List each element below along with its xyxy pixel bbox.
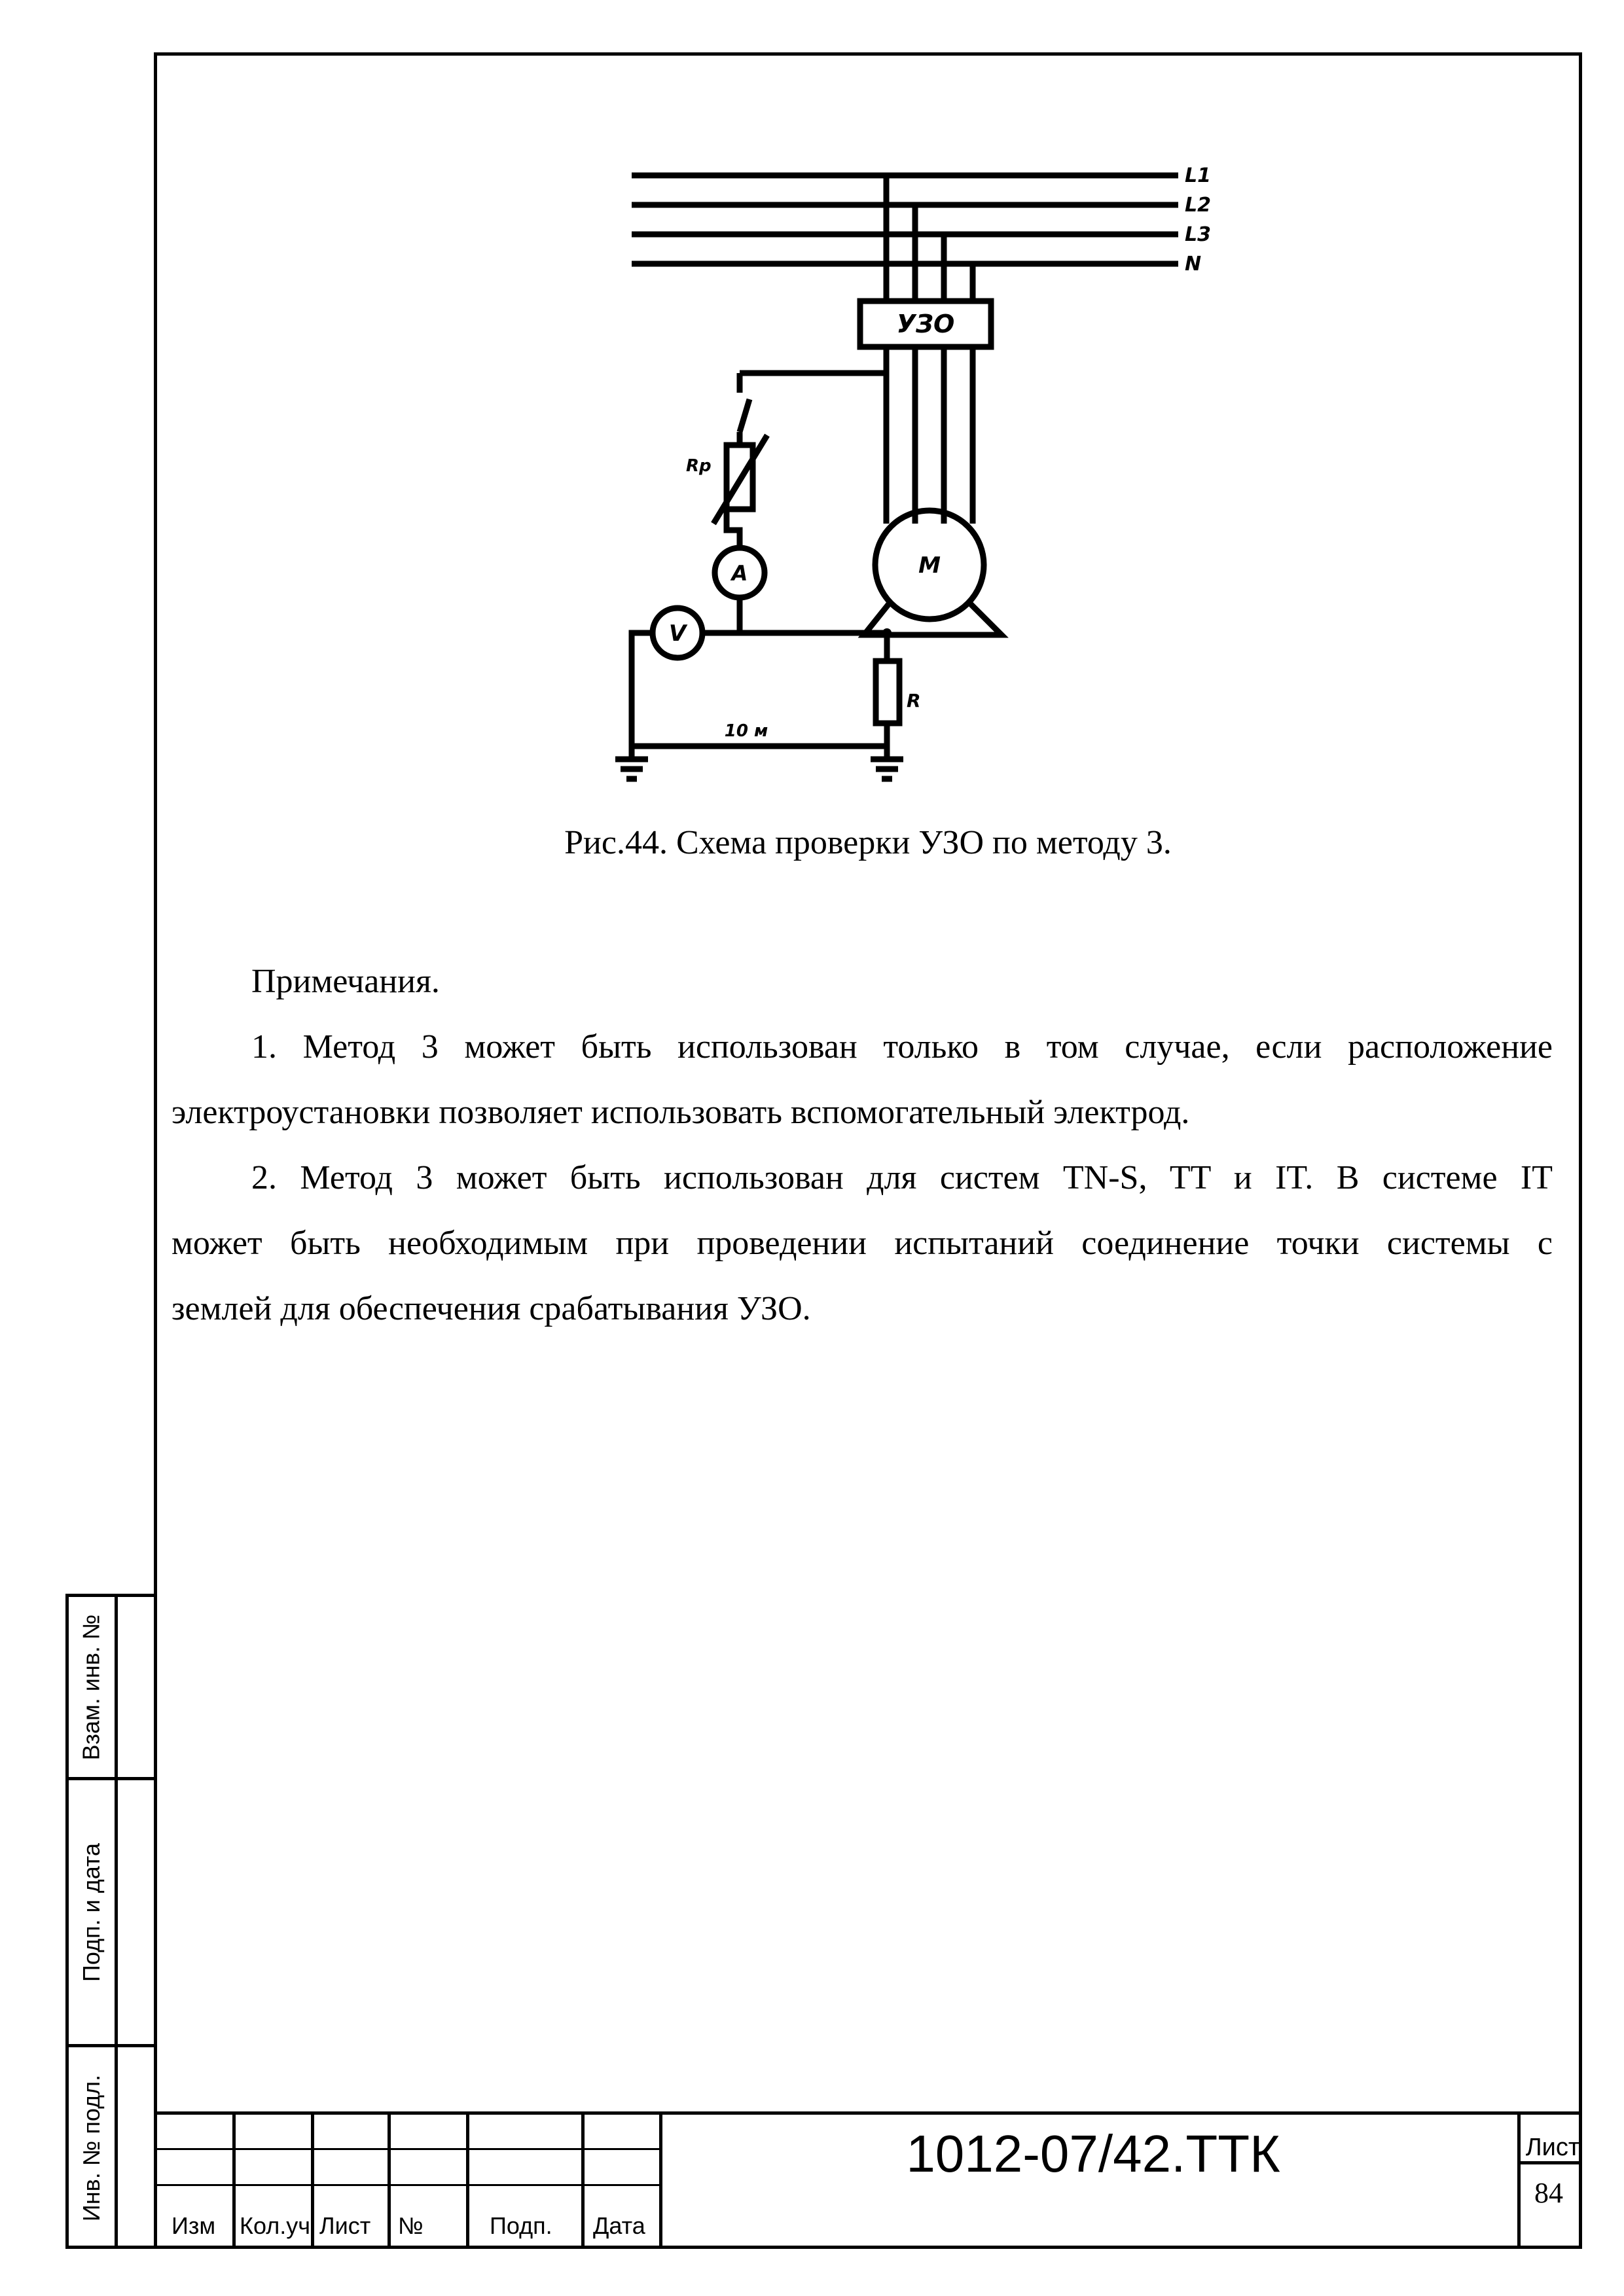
ground-right-icon [871, 759, 903, 779]
tb-data: Дата [593, 2212, 645, 2239]
side-label-podp-data: Подп. и дата [78, 1842, 105, 1982]
label-distance: 10 м [724, 721, 768, 741]
note-2-line-2: может быть необходимым при проведении испытаний соединение точки системы с [171, 1225, 1553, 1262]
label-resistor: R [907, 690, 921, 711]
label-voltmeter: V [668, 620, 687, 647]
document-code: 1012-07/42.ТТК [906, 2125, 1280, 2183]
sheet-label: Лист [1525, 2134, 1580, 2161]
side-label-inv-podl: Инв. № подл. [78, 2074, 105, 2222]
switch [740, 399, 749, 432]
note-1-line-1: 1. Метод 3 может быть использован только в том случае, если расположение [251, 1028, 1553, 1066]
label-motor: M [918, 552, 941, 579]
tb-list: Лист [319, 2212, 371, 2239]
uzo-test-circuit-diagram [615, 157, 1283, 805]
title-block-top-line [154, 2111, 1582, 2115]
resistor-r [876, 661, 899, 723]
ground-left-icon [615, 759, 648, 779]
notes-heading: Примечания. [251, 963, 440, 1000]
label-l3: L3 [1185, 223, 1211, 246]
label-n: N [1185, 253, 1202, 276]
label-l2: L2 [1185, 194, 1211, 217]
note-2-line-3: землей для обеспечения срабатывания УЗО. [171, 1290, 811, 1327]
note-2-line-1: 2. Метод 3 может быть использован для систем TN-S, TT и IT. В системе IT [251, 1159, 1553, 1196]
label-rp: Rp [686, 456, 712, 476]
label-l1: L1 [1185, 164, 1211, 187]
figure-caption: Рис.44. Схема проверки УЗО по методу 3. [564, 824, 1172, 861]
tb-kol-uch: Кол.уч [240, 2212, 310, 2239]
label-ammeter: A [731, 561, 748, 586]
tb-podp: Подп. [490, 2212, 552, 2239]
tb-izm: Изм [171, 2212, 216, 2239]
label-uzo: УЗО [896, 310, 955, 338]
tb-num: № [398, 2212, 424, 2239]
sheet-number: 84 [1534, 2177, 1563, 2209]
side-label-vzam-inv: Взам. инв. № [78, 1613, 105, 1761]
note-1-line-2: электроустановки позволяет использовать вспомогательный электрод. [171, 1094, 1190, 1131]
